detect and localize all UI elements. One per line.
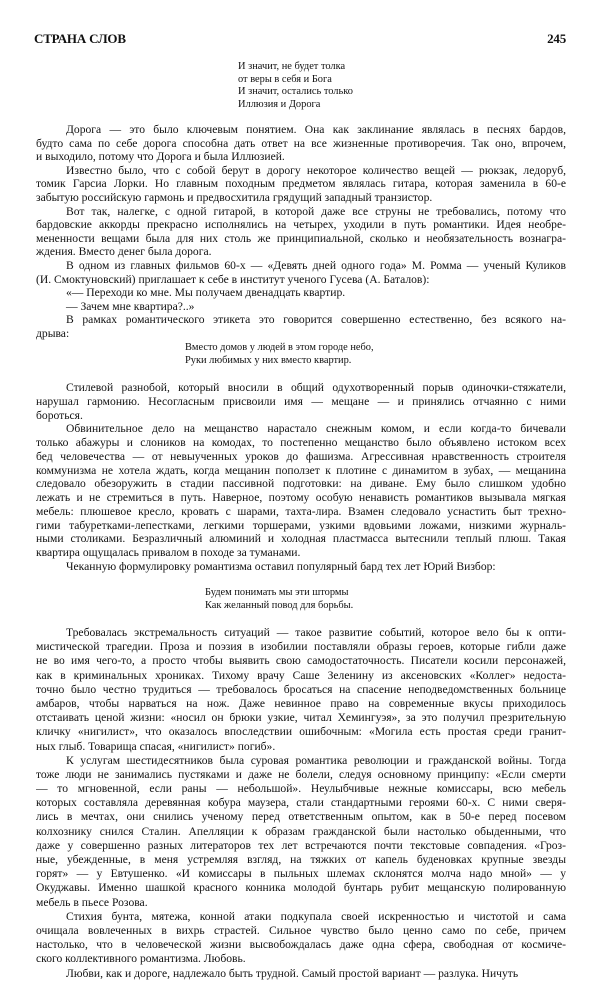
text-line: Стилевой разнобой, который вносили в общий одухотворенный порыв одиночки-стяжатели,	[66, 381, 566, 394]
text-line: колхознику снился Сталин. Апелляции к образам гражданской были настолько обыденными, что	[36, 824, 566, 838]
text-line: как в криминальных хрониках. Тихому врачу Саше Зеленину из аксеновских «Коллег» недоста-	[36, 668, 566, 682]
text-line: которых составляла деревянная кобура маузера, стали стандартными героями 60-х. С ними сверя-	[36, 796, 566, 810]
text-line: ные, убежденные, в меня устремляя взгляд, на тяжких от капель буденовках крупные звезды	[36, 853, 566, 866]
text-block	[36, 381, 566, 574]
text-line: настолько, что в человеческой жизни высвобождалась даже одна сфера, свободная от космиче-	[36, 938, 566, 952]
text-line: Любви, как и дороге, надлежало быть трудной. Самый простой вариант — разлука. Ничуть	[66, 966, 519, 980]
text-line: Известно было, что с собой берут в дорогу некоторое количество вещей — рюкзак, ледоруб,	[66, 163, 566, 177]
text-line: даже у совершенно разных литераторов тех лет встречаются почти текстовые совпадения. «Гроз-	[36, 838, 566, 852]
text-block	[36, 626, 566, 981]
running-title: СТРАНА СЛОВ	[34, 31, 126, 46]
text-line: Окуджавы. Именно шашкой красного конника молодой бунтарь рубит мещанскую полированную	[36, 881, 566, 895]
text-line: очищала вовлеченных в вихрь страстей. Сильное чувство было ценно само по себе, причем	[36, 923, 566, 937]
paragraph	[36, 910, 566, 967]
text-line: мистической трагедии. Проза и поэзия в изобилии поставляли образы героев, которые гибли даже	[36, 640, 566, 654]
text-line: будто сама по себе дорога способна дать ответ на все жизненные противоречия. Так оно, впрочем,	[36, 136, 566, 150]
text-line: Требовалась экстремальность ситуаций — такое развитие событий, которое вело бы к опти-	[66, 626, 566, 639]
text-line: отстаивать ценой жизни: «носил он брюки узкие, читал Хемингуэя», за это получил презрительную	[36, 711, 566, 725]
text-line: бороться.	[36, 408, 83, 422]
paragraph	[36, 967, 566, 981]
poem-line: И значит, остались только	[238, 86, 353, 98]
text-line: только абажуры и слоников на комодах, то постепенно мещанство было объявлено истоком всех	[36, 436, 566, 449]
poem-line: Руки любимых у них вместо квартир.	[185, 355, 352, 366]
text-line: коммунизма не хотела ждать, когда мещанин поползет к плотине с динамитом в зубах, — мещанина	[36, 463, 566, 477]
paragraph	[36, 313, 566, 340]
text-block	[36, 123, 566, 341]
text-line: лежать и не стремиться в путь. Наверное, поэтому особую ненависть романтиков вызывала мягкая	[36, 491, 566, 504]
text-line: Чеканную формулировку романтизма оставил популярный бард тех лет Юрий Визбор:	[66, 559, 496, 573]
paragraph	[36, 754, 566, 910]
text-line: Дорога — это было ключевым понятием. Она как заклинание являлась в песнях бардов,	[66, 123, 566, 136]
text-line: гими табуретками-лепестками, легкими торшерами, узкими вдовьими ложами, низкими журналь-	[36, 518, 566, 532]
text-line: Вот так, налегке, с одной гитарой, в которой даже все струны не требовались, потому что	[66, 204, 566, 218]
poem-line: Вместо домов у людей в этом городе небо,	[185, 342, 374, 353]
text-line: кличку «нигилист», что оказалось впоследствии ошибочным: «Могила есть простая среди гранит-	[36, 725, 566, 739]
paragraph	[36, 123, 566, 164]
paragraph	[36, 626, 566, 754]
text-line: бед человечества — от невыученных уроков до фашизма. Агрессивная нравственность строителя	[36, 449, 566, 463]
paragraph	[36, 259, 566, 286]
text-line: мебель: плюшевое кресло, кровать с шарами, тахта-лира. Взамен следовало уснастить быт трехно-	[36, 504, 566, 518]
text-line: нарушал гармонию. Несогласным присвоили имя — мещане — и принялись отчаянно с ними	[36, 394, 566, 408]
text-line: ского коллективного романтизма. Любовь.	[36, 952, 246, 966]
text-line: мененности вещами была для них столь же принципиальной, сколько и необязательность вознагра-	[36, 231, 566, 245]
poem-line: от веры в себя и Бога	[238, 73, 332, 85]
text-line: В одном из главных фильмов 60-х — «Девять дней одного года» М. Ромма — ученый Куликов	[66, 258, 566, 272]
text-line: квартира ощущалась привалом в походе за туманами.	[36, 546, 301, 559]
text-line: ждения. Вместо денег была дорога.	[36, 245, 212, 259]
poem-line: Иллюзия и Дорога	[238, 98, 321, 110]
poem-line: Будем понимать мы эти штормы	[205, 587, 349, 598]
text-line: горят» — у Евтушенко. «И комиссары в пыльных шлемах склонятся молча надо мной» — у	[36, 867, 566, 881]
text-line: тоже люди не занимались пустяками и даже не болели, следуя основному принципу: «Если смерти	[36, 767, 566, 781]
text-line: В рамках романтического этикета это говорится совершенно естественно, без всякого на-	[66, 313, 566, 327]
text-line: мебель в пьесе Розова.	[36, 895, 148, 909]
text-line: К услугам шестидесятников была суровая романтика революции и гражданской войны. Тогда	[66, 753, 566, 767]
text-line: забытую российскую гармонь и предвосхитила грядущий западный транзистор.	[36, 190, 433, 204]
text-line: Обвинительное дело на мещанство нарастало снежным комом, и если когда-то бичевали	[66, 422, 566, 436]
text-line: и выходило, потому что Дорога и была Иллюзией.	[36, 150, 285, 164]
text-line: «— Переходи ко мне. Мы получаем двенадцать квартир.	[66, 286, 346, 300]
text-line: дрыва:	[36, 326, 70, 340]
poem-line: Как желанный повод для борьбы.	[205, 600, 354, 611]
paragraph	[36, 300, 566, 314]
paragraph	[36, 205, 566, 259]
page-number: 245	[547, 31, 566, 46]
paragraph	[36, 286, 566, 300]
text-line: амбаров, чтобы нарваться на нож. Даже невинное право на современные вкусы приходилось	[36, 696, 566, 710]
text-line: (И. Смоктуновский) приглашает к себе в институт ученого Гусева (А. Баталов):	[36, 272, 430, 286]
paragraph	[36, 422, 566, 560]
text-line: ных глыб. Товарища спасая, «нигилист» погиб».	[36, 739, 276, 753]
epigraph-poem	[238, 61, 353, 111]
text-line: лись в мечтах, они снились ученому перед ответственным опытом, как в 50-е перед посевом	[36, 810, 566, 824]
poem-line: И значит, не будет толка	[238, 61, 346, 72]
quoted-poem	[185, 341, 374, 367]
text-line: Стихия бунта, мятежа, конной атаки подкупала своей искренностью и чистотой и сама	[66, 909, 566, 923]
paragraph	[36, 560, 566, 574]
text-line: томик Гарсиа Лорки. Но главным походным предметом являлась гитара, которая заменила в 60-е	[36, 177, 566, 191]
text-line: точно было честно трудиться — требовалось бросаться на спасение неподведомственных больнице	[36, 682, 566, 696]
quoted-poem	[205, 586, 353, 612]
paragraph	[36, 164, 566, 205]
paragraph	[36, 381, 566, 422]
text-line: не во имя чего-то, а просто чтобы выявить свою самодостаточность. Писатели косили персонажей,	[36, 654, 566, 668]
text-line: бардовские аккорды прекрасно исполнялись на четырех, уходили в путь романтики. Идея необре-	[36, 218, 566, 232]
text-line: — Зачем мне квартира?..»	[66, 299, 195, 313]
text-line: следовало обезоружить в стадии пассивной подготовки: на диване. Ему было слишком удобно	[36, 477, 566, 491]
text-line: ными столиками. Безразличный алюминий и холодная пластмасса вытеснили теплый плюш. Такая	[36, 532, 566, 546]
text-line: — то мгновенной, если раны — небольшой». Неулыбчивые нежные комиссары, всю мебель	[36, 782, 566, 796]
